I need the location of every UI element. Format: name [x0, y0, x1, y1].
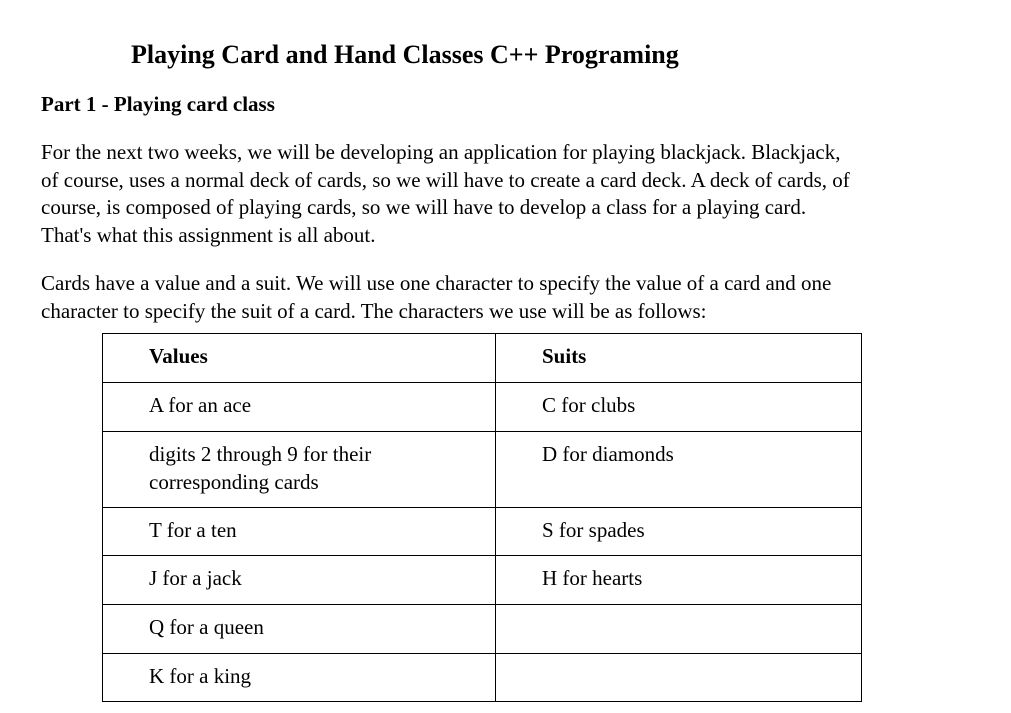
cell-line: digits 2 through 9 for their — [149, 442, 372, 466]
table-header-row — [103, 334, 862, 383]
table-row — [103, 605, 862, 654]
table-row — [103, 432, 862, 508]
paragraph-line: course, is composed of playing cards, so we will have to develop a class for a playing card. — [41, 195, 807, 219]
document-title: Playing Card and Hand Classes C++ Programing — [131, 40, 679, 69]
paragraph-line: That's what this assignment is all about. — [41, 222, 376, 247]
value-cell: A for an ace — [103, 383, 496, 432]
table-row — [103, 556, 862, 605]
suits-column-header: Suits — [496, 334, 862, 383]
paragraph-line: of course, uses a normal deck of cards, so we will have to create a card deck. A deck of cards, of — [41, 167, 850, 192]
table-row — [103, 508, 862, 556]
intro-paragraph — [41, 139, 991, 249]
table-row — [103, 654, 862, 702]
suit-cell: H for hearts — [496, 556, 862, 605]
paragraph-line: Cards have a value and a suit. We will use one character to specify the value of a card and one — [41, 271, 832, 295]
value-cell — [103, 432, 496, 508]
paragraph-line: character to specify the suit of a card. The characters we use will be as follows: — [41, 298, 707, 323]
table-row — [103, 383, 862, 432]
suit-cell — [496, 605, 862, 654]
section-heading: Part 1 - Playing card class — [41, 92, 275, 116]
suit-cell — [496, 654, 862, 702]
values-column-header: Values — [103, 334, 496, 383]
suit-cell: D for diamonds — [496, 432, 862, 508]
suit-cell: C for clubs — [496, 383, 862, 432]
value-cell: J for a jack — [103, 556, 496, 605]
card-values-suits-table — [102, 333, 862, 702]
suit-cell: S for spades — [496, 508, 862, 556]
cell-line: corresponding cards — [149, 470, 319, 494]
paragraph-line: For the next two weeks, we will be developing an application for playing blackjack. Blackjack, — [41, 140, 841, 164]
value-cell: T for a ten — [103, 508, 496, 556]
value-cell: Q for a queen — [103, 605, 496, 654]
card-encoding-paragraph — [41, 270, 991, 325]
value-cell: K for a king — [103, 654, 496, 702]
